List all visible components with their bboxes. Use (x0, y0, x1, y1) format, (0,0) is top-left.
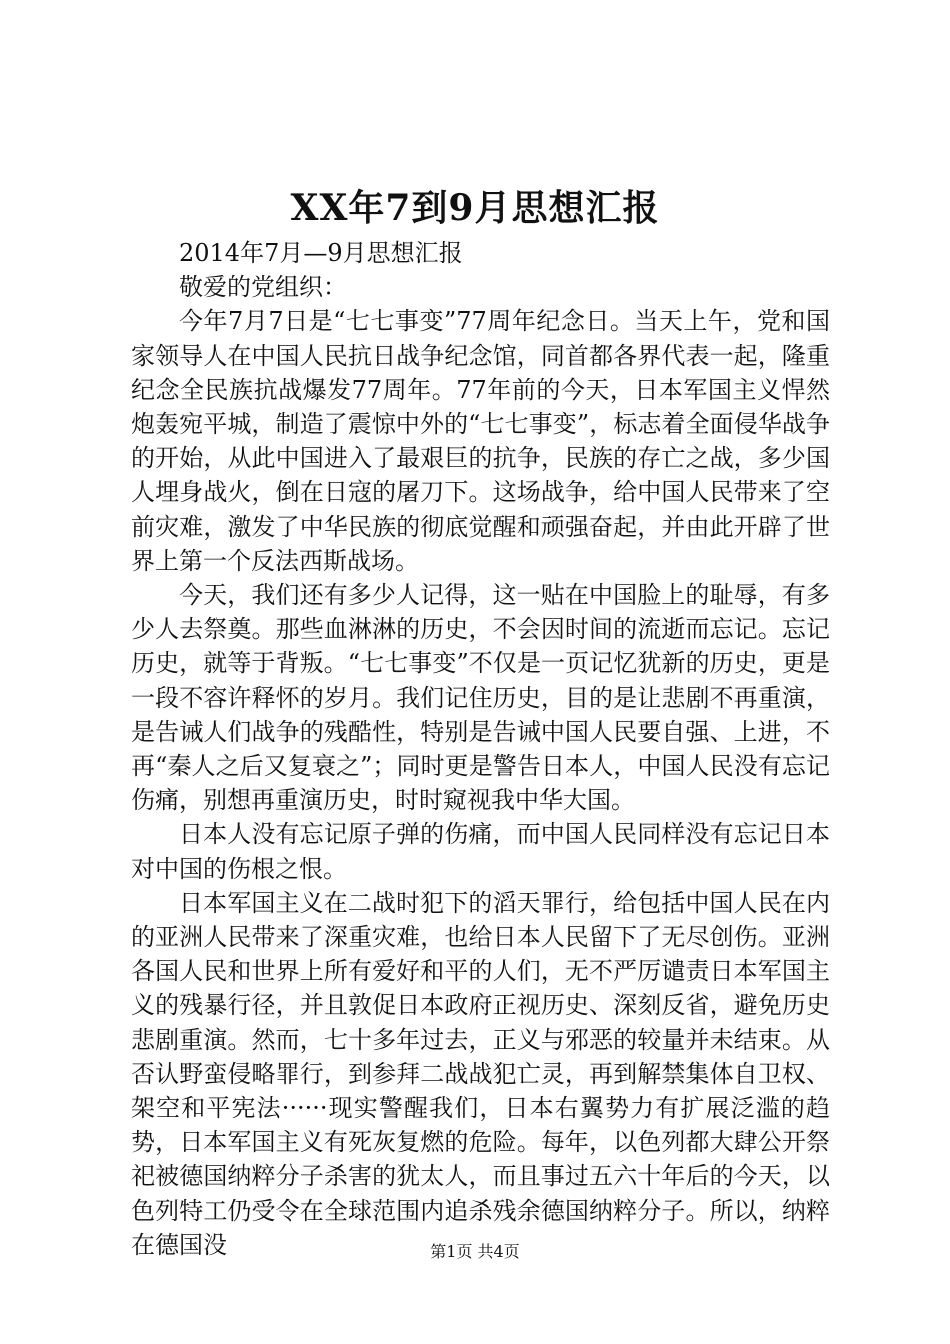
paragraph: 今年7月7日是“七七事变”77周年纪念日。当天上午，党和国家领导人在中国人民抗日战争纪念馆，同首都各界代表一起，隆重纪念全民族抗战爆发77周年。77年前的今天，日本军国主义悍然炮轰宛平城，制造了震惊中外的“七七事变”，标志着全面侵华战争的开始，从此中国进入了最艰巨的抗争，民族的存亡之战，多少国人埋身战火，倒在日寇的屠刀下。这场战争，给中国人民带来了空前灾难，激发了中华民族的彻底觉醒和顽强奋起，并由此开辟了世界上第一个反法西斯战场。 (131, 307, 830, 575)
paragraph-salutation: 敬爱的党组织： (179, 273, 347, 302)
page-footer: 第1页 共4页 (430, 1242, 520, 1261)
paragraph: 日本军国主义在二战时犯下的滔天罪行，给包括中国人民在内的亚洲人民带来了深重灾难，也给日本人民留下了无尽创伤。亚洲各国人民和世界上所有爱好和平的人们，无不严厉谴责日本军国主义的残暴行径，并且敦促日本政府正视历史、深刻反省，避免历史悲剧重演。然而，七十多年过去，正义与邪恶的较量并未结束。从否认野蛮侵略罪行，到参拜二战战犯亡灵，再到解禁集体自卫权、架空和平宪法······现实警醒我们，日本右翼势力有扩展泛滥的趋势，日本军国主义有死灰复燃的危险。每年，以色列都大肆公开祭祀被德国纳粹分子杀害的犹太人，而且事过五六十年后的今天，以色列特工仍受令在全球范围内追杀残余德国纳粹分子。所以，纳粹在德国没 (131, 888, 830, 1259)
document-body (131, 236, 830, 1262)
paragraph-subtitle: 2014年7月—9月思想汇报 (179, 239, 463, 267)
paragraph: 今天，我们还有多少人记得，这一贴在中国脸上的耻辱，有多少人去祭奠。那些血淋淋的历史，不会因时间的流逝而忘记。忘记历史，就等于背叛。“七七事变”不仅是一页记忆犹新的历史，更是一段不容许释怀的岁月。我们记住历史，目的是让悲剧不再重演，是告诫人们战争的残酷性，特别是告诫中国人民要自强、上进，不再“秦人之后又复衰之”；同时更是警告日本人，中国人民没有忘记伤痛，别想再重演历史，时时窥视我中华大国。 (131, 581, 830, 815)
document-title: XX年7到9月思想汇报 (290, 187, 660, 229)
paragraph: 日本人没有忘记原子弹的伤痛，而中国人民同样没有忘记日本对中国的伤根之恨。 (131, 820, 830, 883)
